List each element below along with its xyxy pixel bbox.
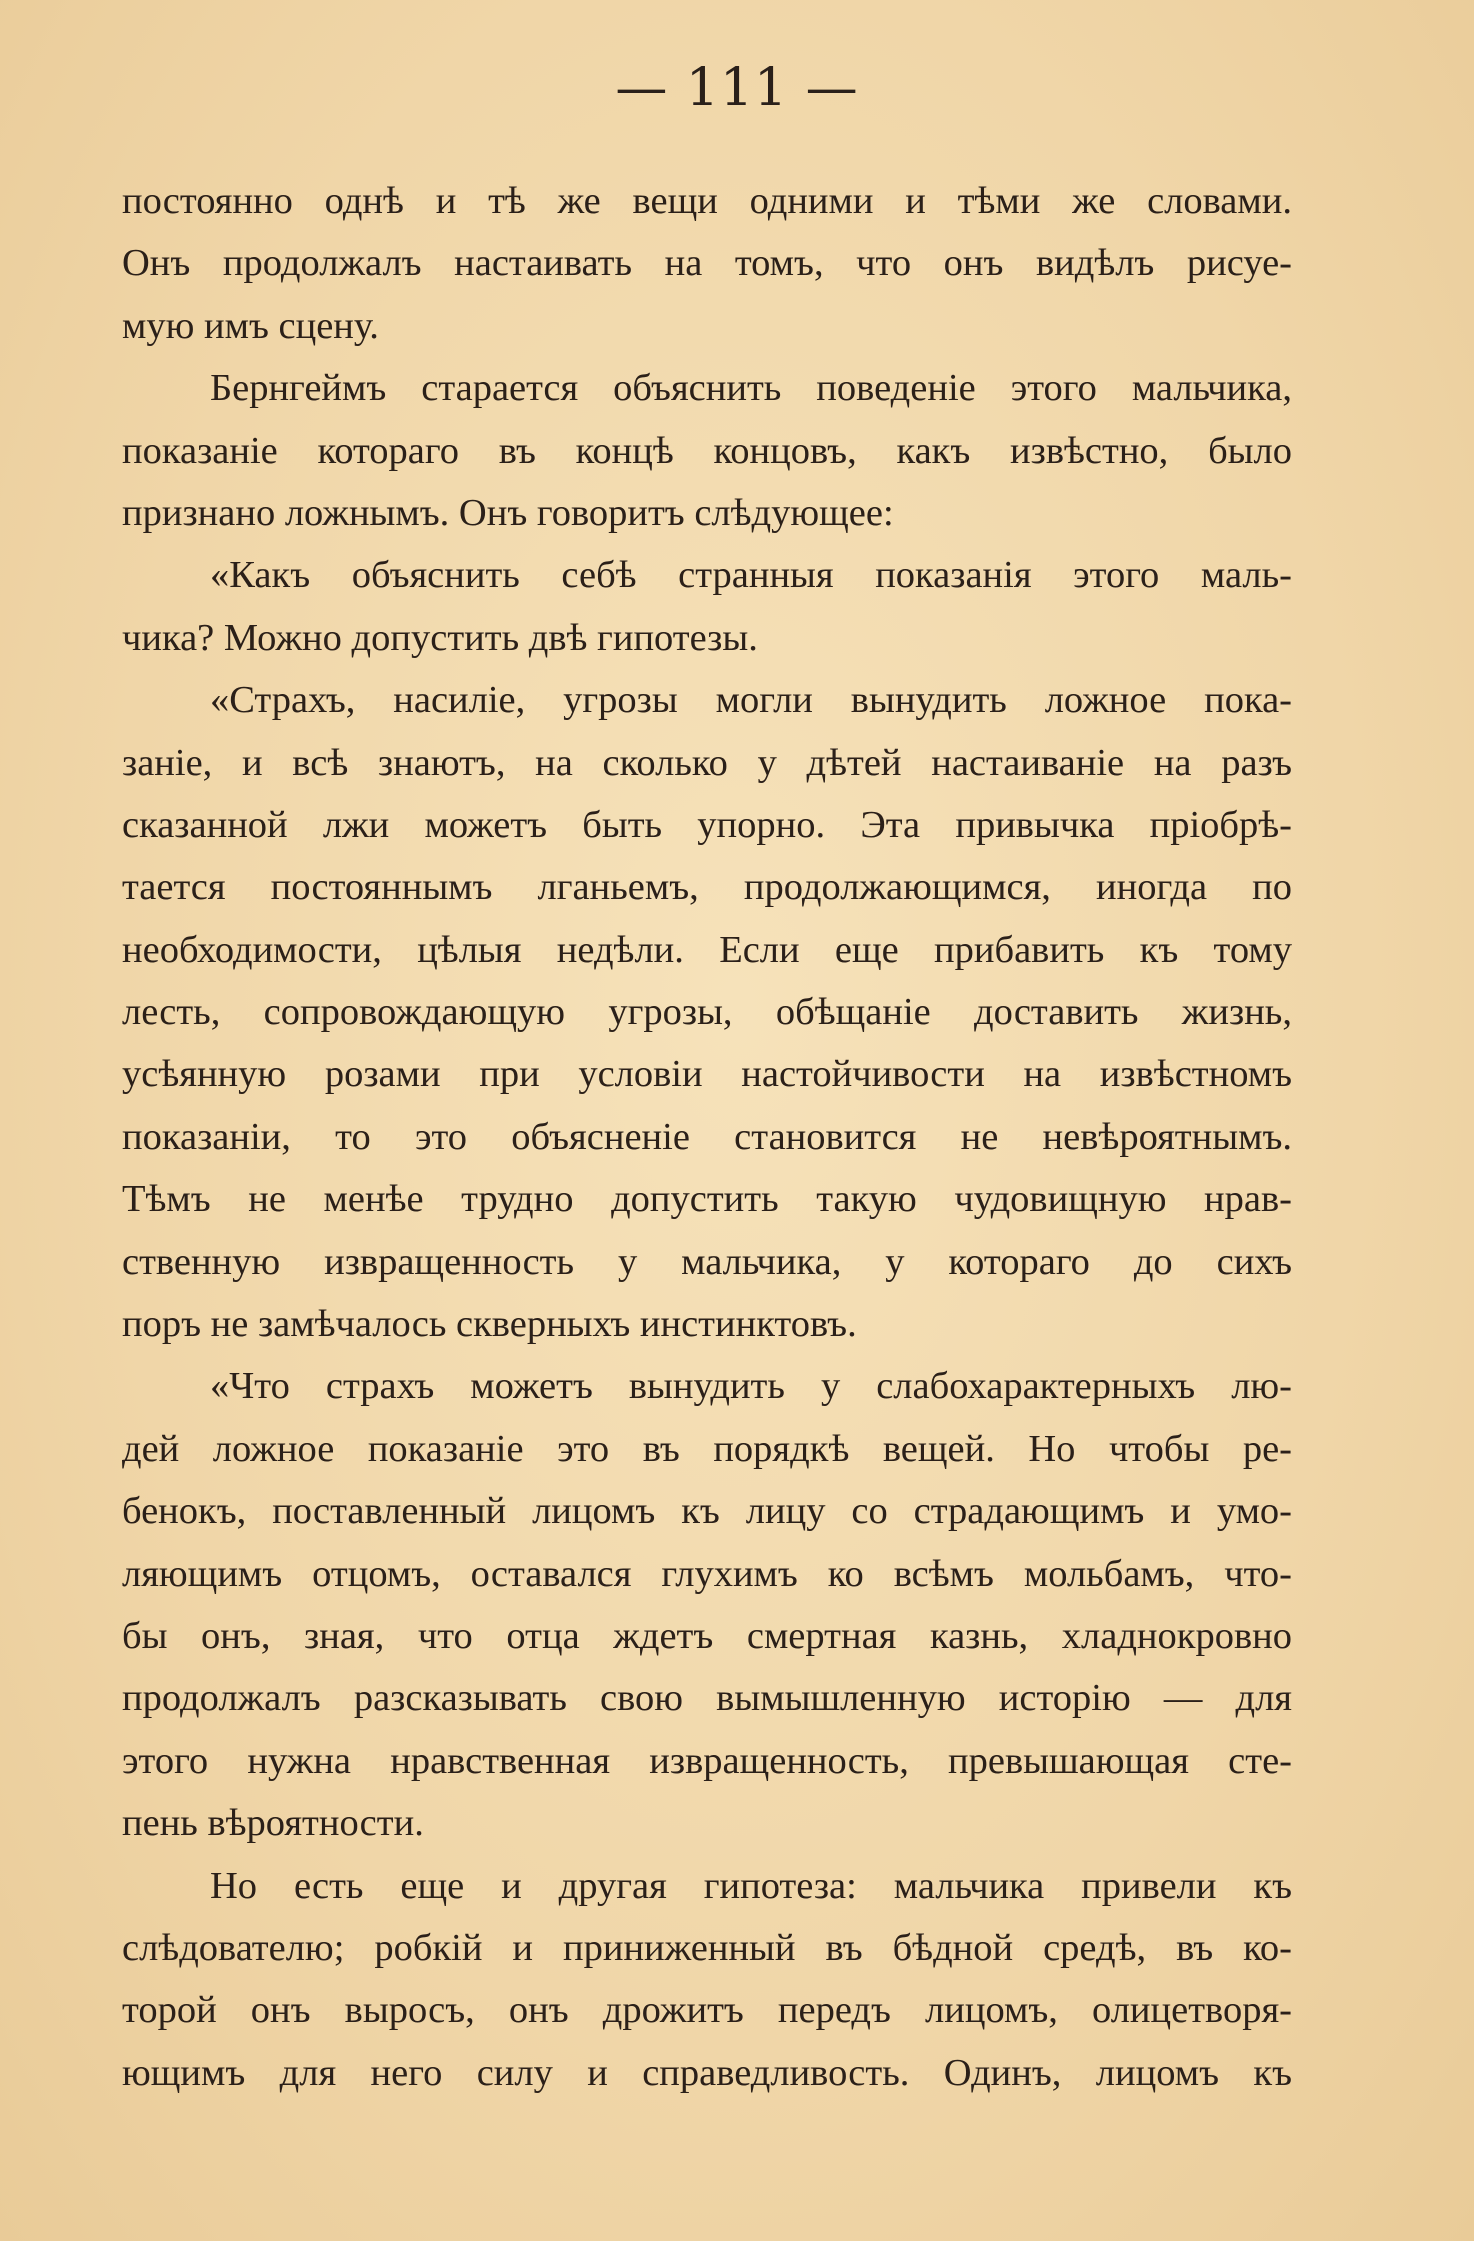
text-line: признано ложнымъ. Онъ говоритъ слѣдующее: xyxy=(122,491,894,534)
text-line: постоянно однѣ и тѣ же вещи одними и тѣми же словами. xyxy=(122,180,1292,222)
text-line: ющимъ для него силу и справедливость. Одинъ, лицомъ къ xyxy=(122,2051,1292,2094)
text-line: показанiе котораго въ концѣ концовъ, какъ извѣстно, было xyxy=(122,429,1292,472)
text-line: ляющимъ отцомъ, оставался глухимъ ко всѣмъ мольбамъ, что- xyxy=(122,1552,1292,1595)
text-line: «Какъ объяснить себѣ странныя показанiя этого маль- xyxy=(210,554,1292,597)
text-line: чика? Можно допустить двѣ гипотезы. xyxy=(122,616,758,659)
text-line: слѣдователю; робкiй и приниженный въ бѣдной средѣ, въ ко- xyxy=(122,1926,1292,1969)
text-line: поръ не замѣчалось скверныхъ инстинктовъ. xyxy=(122,1303,857,1346)
page-number: — 111 — xyxy=(615,58,859,118)
text-line: торой онъ выросъ, онъ дрожитъ передъ лицомъ, олицетворя- xyxy=(122,1989,1292,2032)
text-line: усѣянную розами при условiи настойчивости на извѣстномъ xyxy=(122,1053,1292,1096)
text-line: необходимости, цѣлыя недѣли. Если еще прибавить къ тому xyxy=(122,928,1292,971)
text-line: сказанной лжи можетъ быть упорно. Эта привычка прiобрѣ- xyxy=(122,803,1292,846)
text-line: ственную извращенность у мальчика, у котораго до сихъ xyxy=(122,1240,1292,1283)
text-line: пень вѣроятности. xyxy=(122,1802,424,1845)
text-line: лесть, сопровождающую угрозы, обѣщанiе доставить жизнь, xyxy=(122,991,1292,1034)
text-line: Тѣмъ не менѣе трудно допустить такую чудовищную нрав- xyxy=(122,1178,1292,1221)
text-line: мую имъ сцену. xyxy=(122,304,379,347)
text-line: продолжалъ разсказывать свою вымышленную исторiю — для xyxy=(122,1677,1292,1720)
text-line: занiе, и всѣ знаютъ, на сколько у дѣтей настаиванiе на разъ xyxy=(122,741,1292,784)
text-line: бенокъ, поставленный лицомъ къ лицу со страдающимъ и умо- xyxy=(122,1490,1292,1533)
text-line: Бернгеймъ старается объяснить поведенiе этого мальчика, xyxy=(210,367,1292,410)
text-line: дей ложное показанiе это въ порядкѣ вещей. Но чтобы ре- xyxy=(122,1427,1292,1470)
text-line: Онъ продолжалъ настаивать на томъ, что онъ видѣлъ рисуе- xyxy=(122,242,1292,285)
text-line: этого нужна нравственная извращенность, превышающая сте- xyxy=(122,1739,1292,1782)
text-line: «Что страхъ можетъ вынудить у слабохарактерныхъ лю- xyxy=(210,1365,1292,1408)
text-line: показанiи, то это объясненiе становится не невѣроятнымъ. xyxy=(122,1115,1292,1158)
text-line: «Страхъ, насилiе, угрозы могли вынудить ложное пока- xyxy=(210,679,1292,722)
text-line: Но есть еще и другая гипотеза: мальчика привели къ xyxy=(210,1864,1292,1907)
text-line: бы онъ, зная, что отца ждетъ смертная казнь, хладнокровно xyxy=(122,1614,1292,1657)
body-text xyxy=(122,170,1292,2104)
text-line: тается постояннымъ лганьемъ, продолжающимся, иногда по xyxy=(122,866,1292,909)
